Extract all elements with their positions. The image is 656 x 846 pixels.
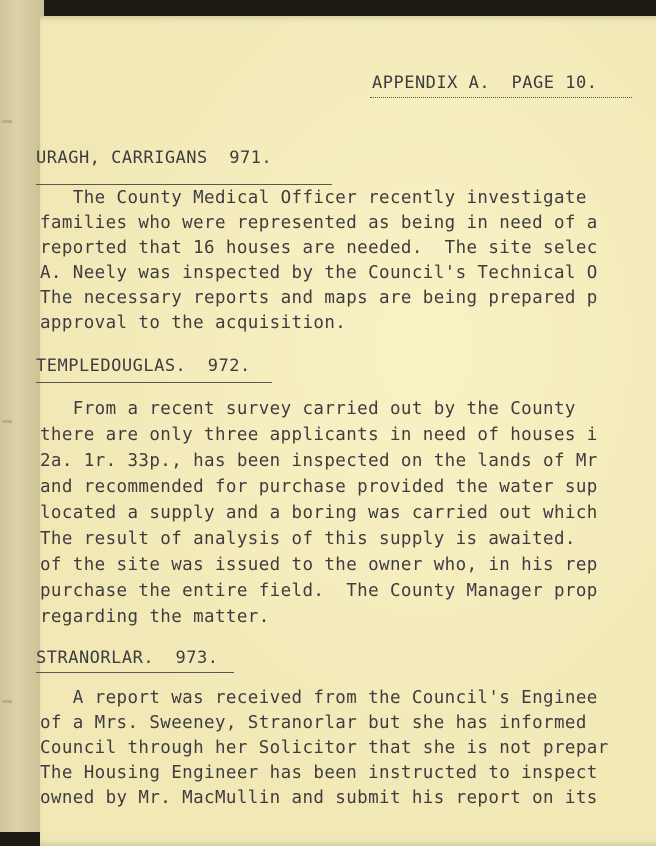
page-header: APPENDIX A. PAGE 10. <box>372 73 598 93</box>
body-line: The result of analysis of this supply is awaited. <box>40 529 598 549</box>
body-line: approval to the acquisition. <box>40 313 347 333</box>
body-line: located a supply and a boring was carried out which <box>40 503 598 523</box>
body-line: purchase the entire field. The County Manager prop <box>40 581 598 601</box>
body-line: 2a. 1r. 33p., has been inspected on the lands of Mr <box>40 451 598 471</box>
body-line: A report was received from the Council's Enginee <box>40 688 598 708</box>
body-line: Council through her Solicitor that she is not prepar <box>40 738 609 758</box>
body-line: of the site was issued to the owner who, in his rep <box>40 555 598 575</box>
body-line: The necessary reports and maps are being prepared p <box>40 288 598 308</box>
document-page <box>36 16 656 846</box>
body-line: there are only three applicants in need of houses i <box>40 425 598 445</box>
body-line: regarding the matter. <box>40 607 270 627</box>
section-title-underline <box>36 672 234 673</box>
body-line: owned by Mr. MacMullin and submit his report on its <box>40 788 598 808</box>
body-line: The Housing Engineer has been instructed to inspect <box>40 763 598 783</box>
body-line: The County Medical Officer recently investigate <box>40 188 587 208</box>
section-title-templedouglas: TEMPLEDOUGLAS. 972. <box>36 356 251 376</box>
body-line: reported that 16 houses are needed. The site selec <box>40 238 598 258</box>
body-line: A. Neely was inspected by the Council's Technical O <box>40 263 598 283</box>
body-line: of a Mrs. Sweeney, Stranorlar but she has informed <box>40 713 598 733</box>
header-underline <box>370 97 632 99</box>
body-line: families who were represented as being in need of a <box>40 213 598 233</box>
section-title-underline <box>36 184 332 185</box>
section-title-underline <box>36 382 272 383</box>
body-line: From a recent survey carried out by the County <box>40 399 587 419</box>
adjacent-page-edge <box>0 0 44 832</box>
section-title-carrigans: URAGH, CARRIGANS 971. <box>36 148 273 168</box>
section-title-stranorlar: STRANORLAR. 973. <box>36 648 219 668</box>
body-line: and recommended for purchase provided the water sup <box>40 477 598 497</box>
